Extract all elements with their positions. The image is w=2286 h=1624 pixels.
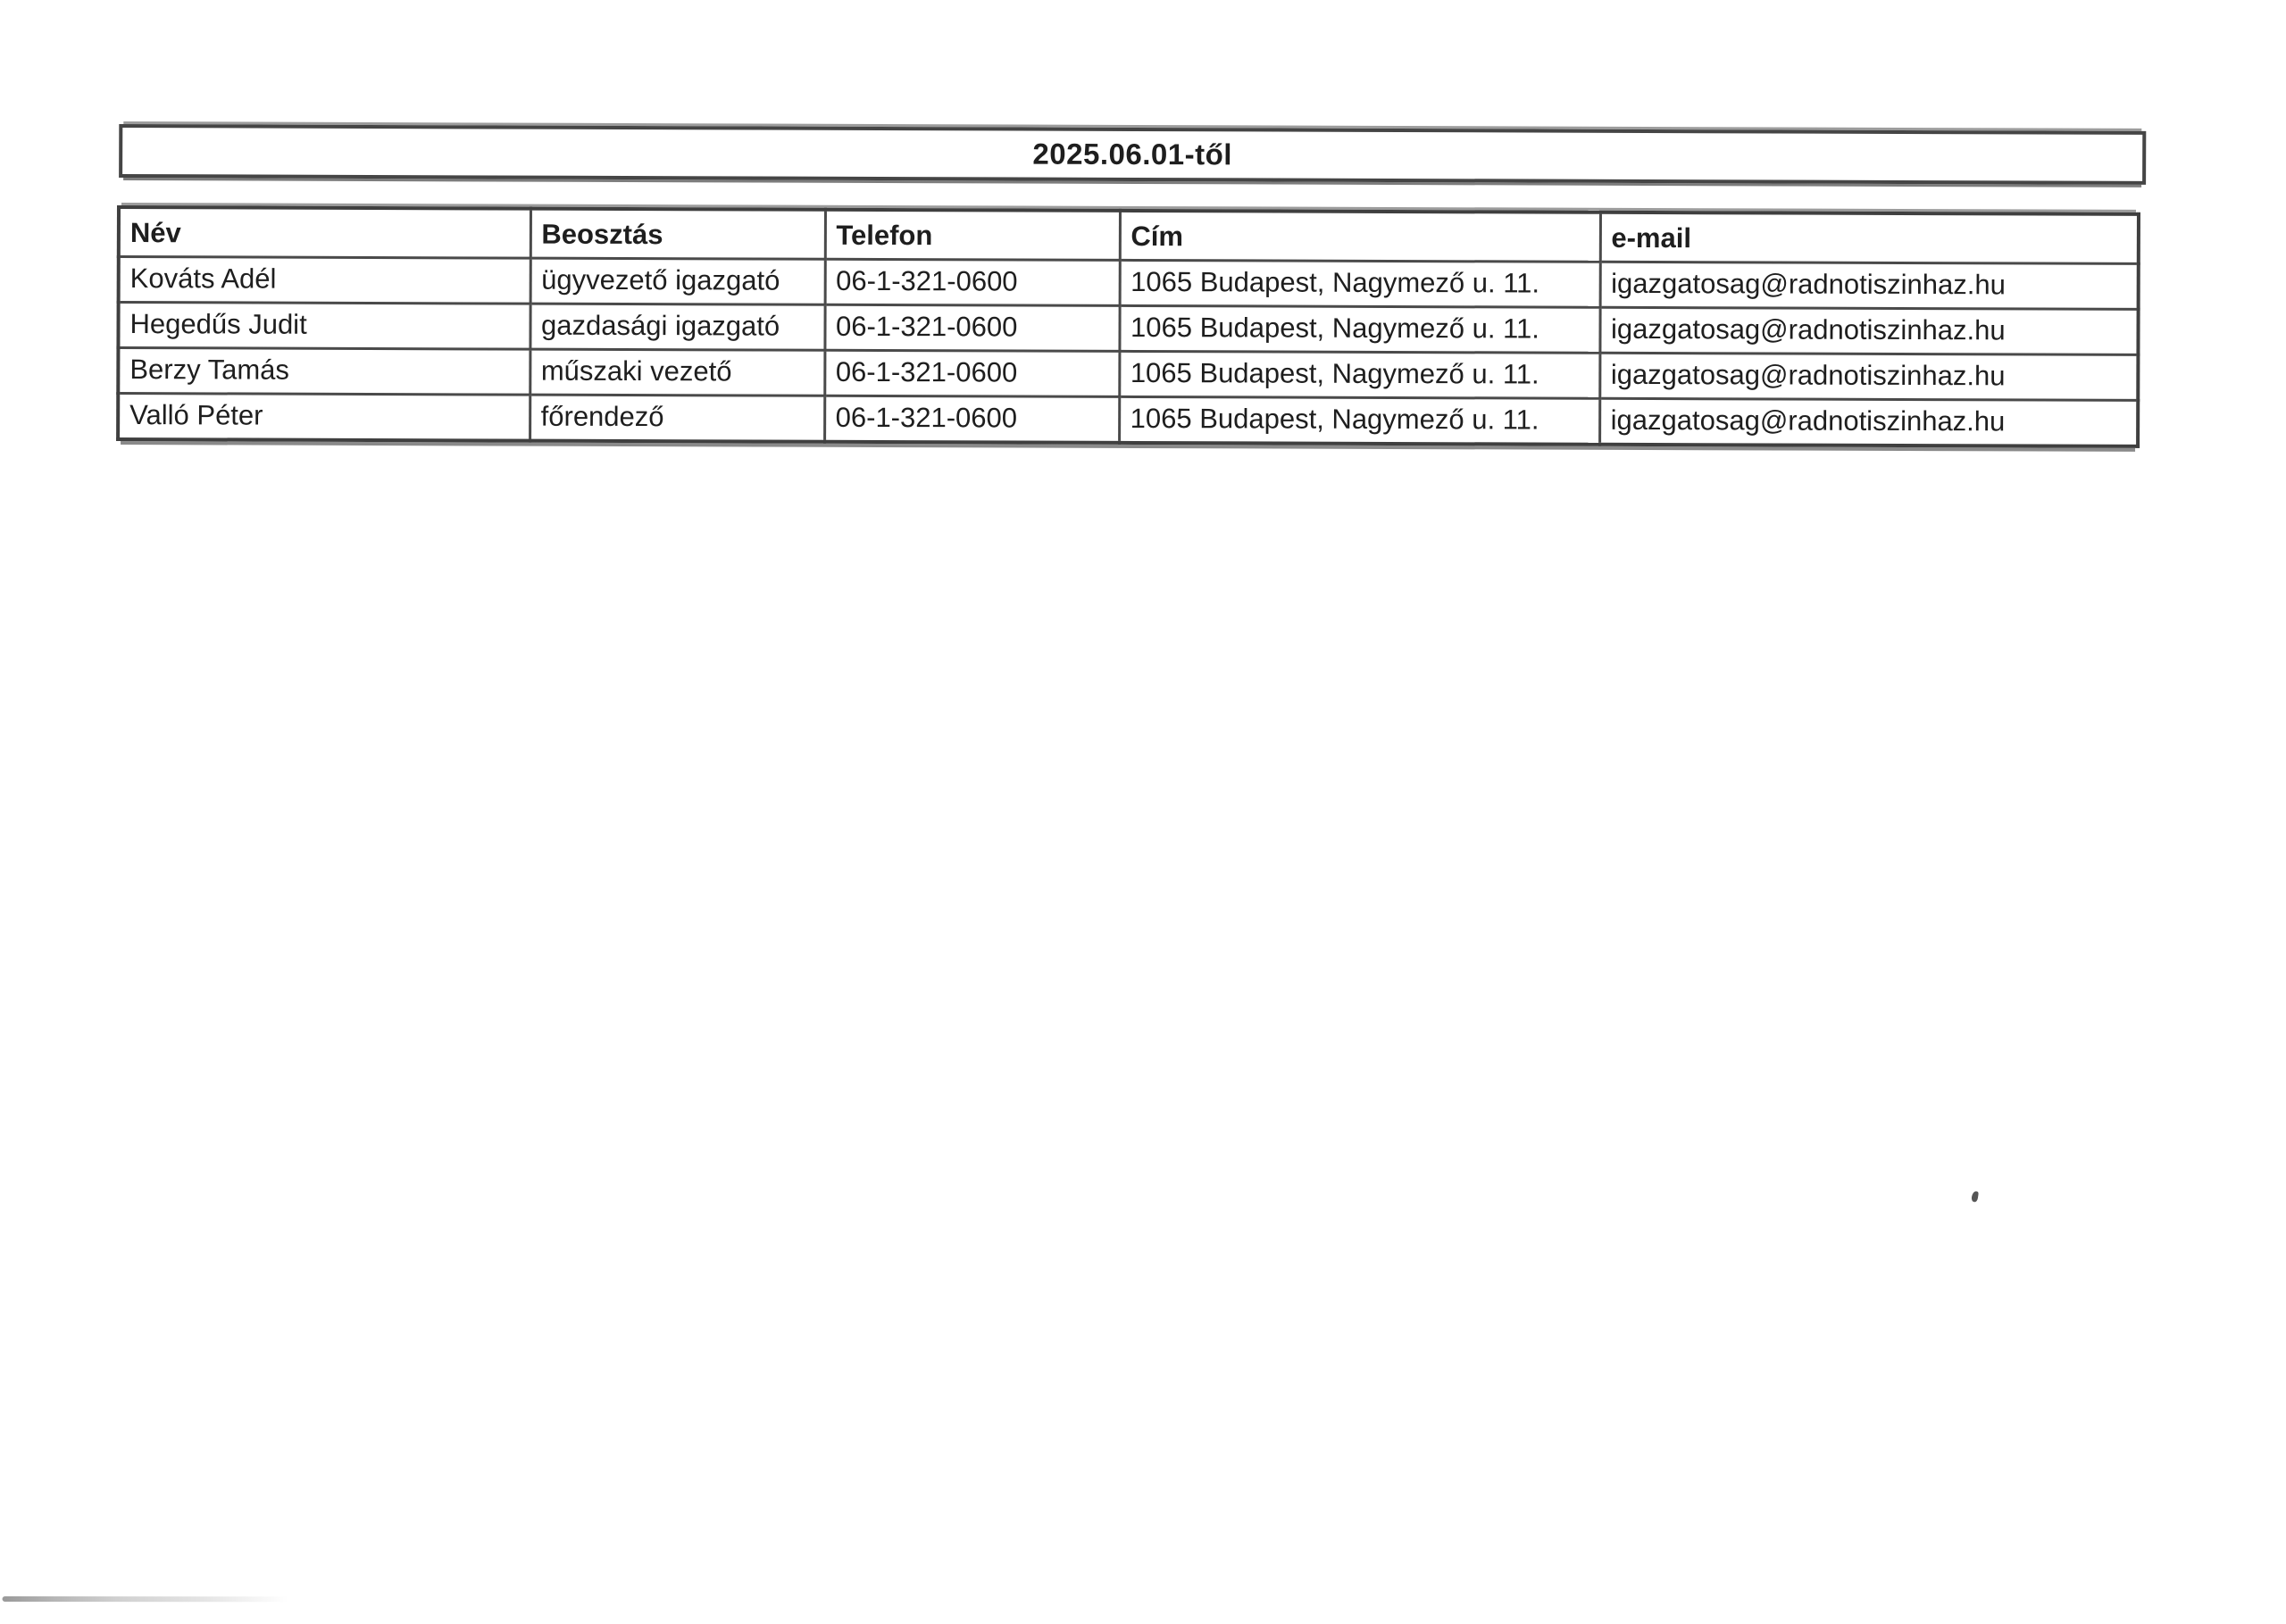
- table-row: [119, 257, 2139, 310]
- column-header-beosztas: Beosztás: [530, 209, 825, 260]
- cell-name: Berzy Tamás: [118, 348, 530, 396]
- effective-date-label: 2025.06.01-től: [1032, 137, 1233, 171]
- table-row: [118, 348, 2138, 401]
- cell-position: gazdasági igazgató: [530, 304, 824, 350]
- column-header-cim: Cím: [1120, 211, 1600, 262]
- cell-phone: 06-1-321-0600: [824, 350, 1119, 396]
- effective-date-box: [119, 124, 2146, 185]
- column-header-email: e-mail: [1600, 212, 2139, 264]
- cell-email: igazgatosag@radnotiszinhaz.hu: [1599, 307, 2138, 354]
- cell-email: igazgatosag@radnotiszinhaz.hu: [1599, 398, 2138, 446]
- contacts-table: [116, 205, 2140, 448]
- cell-position: főrendező: [530, 395, 824, 442]
- cell-name: Kováts Adél: [119, 257, 530, 304]
- scan-speck-artifact: [1971, 1191, 1979, 1203]
- cell-name: Valló Péter: [118, 394, 530, 441]
- cell-email: igazgatosag@radnotiszinhaz.hu: [1600, 262, 2139, 309]
- cell-email: igazgatosag@radnotiszinhaz.hu: [1599, 353, 2138, 400]
- scan-smudge-artifact: [3, 1596, 288, 1602]
- cell-address: 1065 Budapest, Nagymező u. 11.: [1119, 351, 1599, 398]
- cell-position: ügyvezető igazgató: [530, 258, 825, 304]
- cell-position: műszaki vezető: [530, 349, 824, 396]
- cell-phone: 06-1-321-0600: [824, 304, 1119, 351]
- table-row: [118, 394, 2138, 446]
- cell-address: 1065 Budapest, Nagymező u. 11.: [1119, 396, 1599, 444]
- cell-phone: 06-1-321-0600: [825, 259, 1120, 305]
- header-row: [119, 207, 2139, 263]
- cell-name: Hegedűs Judit: [118, 303, 530, 350]
- column-header-telefon: Telefon: [825, 210, 1120, 261]
- cell-address: 1065 Budapest, Nagymező u. 11.: [1119, 305, 1599, 353]
- table-row: [118, 303, 2138, 355]
- column-header-nev: Név: [119, 207, 530, 258]
- cell-phone: 06-1-321-0600: [824, 396, 1119, 443]
- cell-address: 1065 Budapest, Nagymező u. 11.: [1120, 260, 1600, 307]
